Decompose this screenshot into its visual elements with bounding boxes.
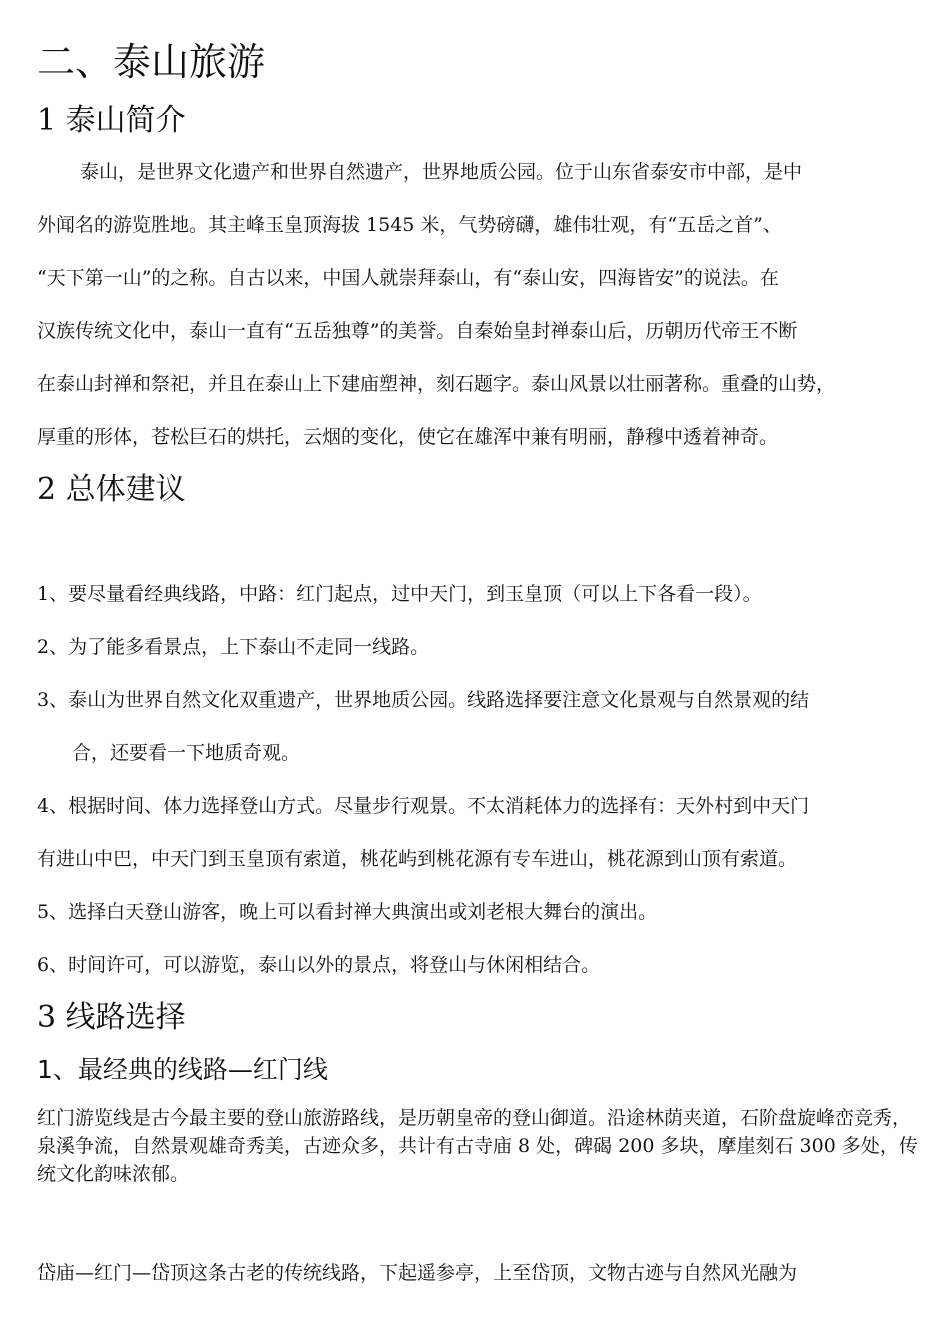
section-heading-intro: 1 泰山简介 [37, 103, 186, 138]
paragraph-line: 汉族传统文化中，泰山一直有“五岳独尊”的美誉。自秦始皇封禅泰山后，历朝历代帝王不断 [37, 320, 798, 342]
advice-item-continuation: 有进山中巴，中天门到玉皇顶有索道，桃花屿到桃花源有专车进山，桃花源到山顶有索道。 [37, 848, 798, 870]
section-heading-routes: 3 线路选择 [37, 1000, 186, 1035]
paragraph-line: 在泰山封禅和祭祀，并且在泰山上下建庙塑神，刻石题字。泰山风景以壮丽著称。重叠的山势， [37, 373, 836, 395]
route-paragraph: 岱庙—红门—岱顶这条古老的传统线路，下起遥参亭，上至岱顶，文物古迹与自然风光融为 [37, 1262, 798, 1284]
doc-title: 二、泰山旅游 [37, 40, 266, 84]
advice-item: 5、选择白天登山游客，晚上可以看封禅大典演出或刘老根大舞台的演出。 [37, 901, 658, 923]
route-subheading: 1、最经典的线路—红门线 [37, 1055, 328, 1084]
paragraph-line: 厚重的形体，苍松巨石的烘托，云烟的变化，使它在雄浑中兼有明丽，静穆中透着神奇。 [37, 426, 779, 448]
advice-item-continuation: 合，还要看一下地质奇观。 [72, 742, 301, 764]
advice-item: 6、时间许可，可以游览，泰山以外的景点，将登山与休闲相结合。 [37, 954, 601, 976]
route-paragraph: 红门游览线是古今最主要的登山旅游路线，是历朝皇帝的登山御道。沿途林荫夹道，石阶盘旋峰峦竞秀，泉溪争流，自然景观雄奇秀美，古迹众多，共计有古寺庙 8 处，碑碣 200 多块，摩崖刻石 300 多处，传统文化韵味浓郁。 [37, 1107, 918, 1185]
paragraph-line: 泰山，是世界文化遗产和世界自然遗产，世界地质公园。位于山东省泰安市中部，是中 [80, 161, 803, 183]
section-heading-advice: 2 总体建议 [37, 472, 186, 507]
advice-item: 1、要尽量看经典线路，中路：红门起点，过中天门，到玉皇顶（可以上下各看一段）。 [37, 583, 762, 605]
paragraph-line: “天下第一山”的之称。自古以来，中国人就崇拜泰山，有“泰山安，四海皆安”的说法。在 [37, 267, 779, 289]
advice-item: 4、根据时间、体力选择登山方式。尽量步行观景。不太消耗体力的选择有：天外村到中天门 [37, 795, 810, 817]
advice-item: 2、为了能多看景点，上下泰山不走同一线路。 [37, 636, 430, 658]
advice-item: 3、泰山为世界自然文化双重遗产，世界地质公园。线路选择要注意文化景观与自然景观的结 [37, 689, 810, 711]
paragraph-line: 外闻名的游览胜地。其主峰玉皇顶海拔 1545 米，气势磅礴，雄伟壮观，有“五岳之首”、 [37, 214, 782, 236]
